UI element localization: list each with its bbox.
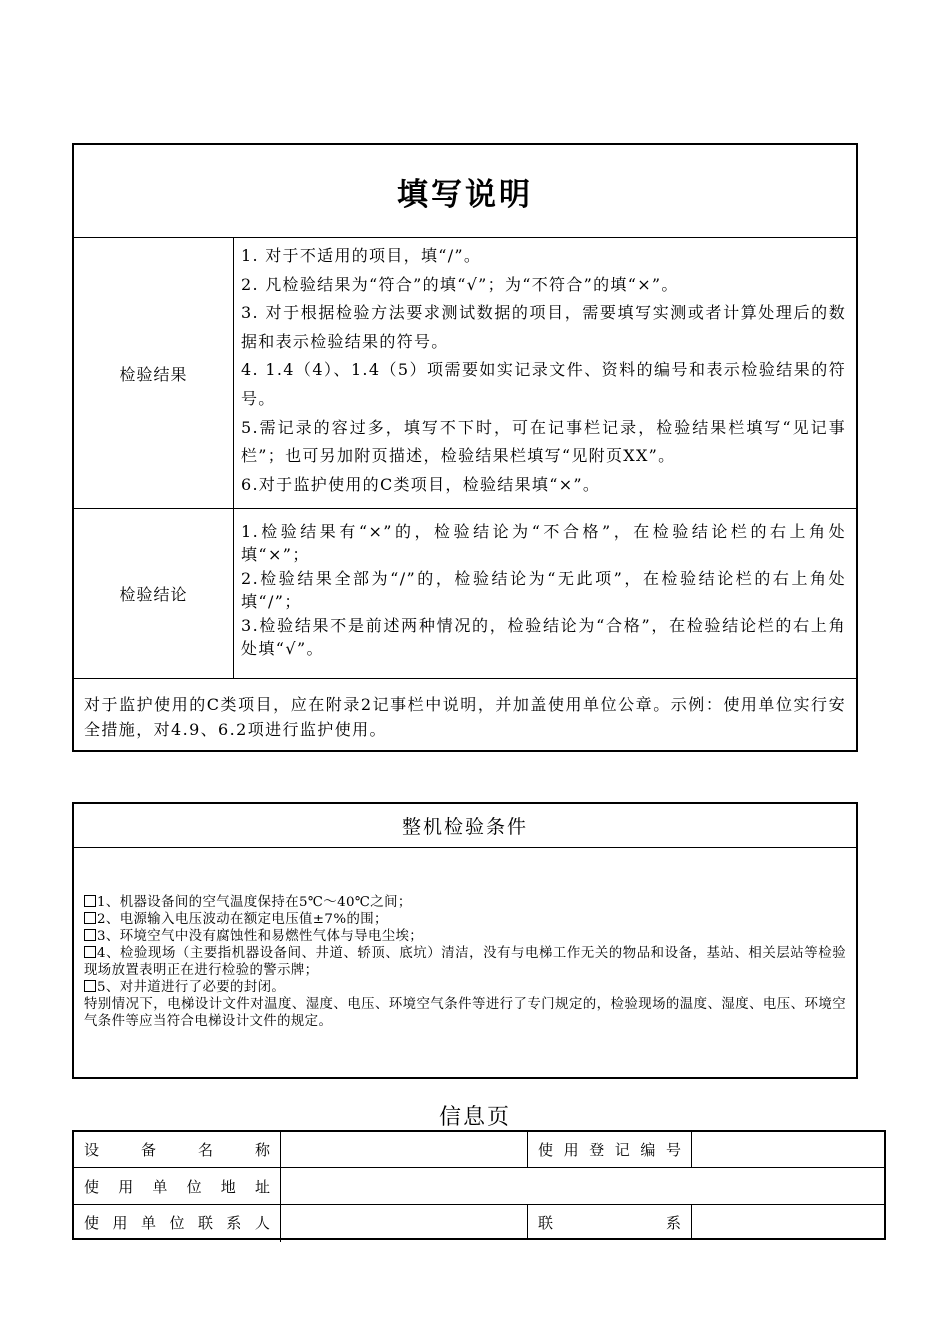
special-conditions: 特别情况下，电梯设计文件对温度、湿度、电压、环境空气条件等进行了专门规定的，检验现场的温度、湿度、电压、环境空气条件等应当符合电梯设计文件的规定。 <box>84 997 846 1029</box>
condition-item <box>84 911 846 928</box>
result-label: 检验结果 <box>74 238 234 508</box>
condition-text: 5、对井道进行了必要的封闭。 <box>97 980 286 995</box>
conditions-body <box>84 894 846 1030</box>
checkbox[interactable] <box>84 946 96 958</box>
registration-number-label: 使 用 登 记 编 号 <box>538 1141 681 1159</box>
conclusion-item: 1.检验结果有“×”的，检验结论为“不合格”，在检验结论栏的右上角处填“×”； <box>241 522 846 565</box>
contact-label: 联 系 <box>538 1214 681 1232</box>
result-item: 6.对于监护使用的C类项目，检验结果填“×”。 <box>241 474 601 494</box>
result-content <box>233 238 856 508</box>
checkbox[interactable] <box>84 895 96 907</box>
registration-number-field[interactable] <box>692 1132 884 1167</box>
conditions-title: 整机检验条件 <box>74 804 856 848</box>
condition-item <box>84 979 846 996</box>
info-table <box>72 1130 886 1240</box>
contact-person-field[interactable] <box>281 1205 527 1240</box>
conclusion-row <box>74 509 856 679</box>
condition-text: 3、环境空气中没有腐蚀性和易燃性气体与导电尘埃； <box>97 929 424 944</box>
conclusion-content <box>233 509 856 678</box>
result-row <box>74 238 856 509</box>
device-name-field[interactable] <box>281 1132 527 1167</box>
condition-item <box>84 945 846 979</box>
condition-item <box>84 894 846 911</box>
condition-item <box>84 928 846 945</box>
info-page-title: 信息页 <box>438 1105 511 1130</box>
checkbox[interactable] <box>84 980 96 992</box>
device-name-label: 设 备 名 称 <box>84 1141 270 1159</box>
conditions-box <box>72 802 858 1079</box>
supervision-note: 对于监护使用的C类项目，应在附录2记事栏中说明，并加盖使用单位公章。示例：使用单位实行安全措施，对4.9、6.2项进行监护使用。 <box>84 695 846 739</box>
condition-text: 2、电源输入电压波动在额定电压值±7%的围； <box>97 912 388 927</box>
condition-text: 1、机器设备间的空气温度保持在5℃～40℃之间； <box>97 895 412 910</box>
conclusion-label: 检验结论 <box>74 509 234 678</box>
checkbox[interactable] <box>84 929 96 941</box>
instructions-box <box>72 143 858 752</box>
instructions-title: 填写说明 <box>74 145 856 238</box>
conclusion-item: 3.检验结果不是前述两种情况的，检验结论为“合格”，在检验结论栏的右上角处填“√”。 <box>241 615 846 659</box>
result-item: 2. 凡检验结果为“符合”的填“√”；为“不符合”的填“×”。 <box>241 274 679 294</box>
result-item: 3. 对于根据检验方法要求测试数据的项目，需要填写实测或者计算处理后的数据和表示检验结果的符号。 <box>241 303 846 351</box>
unit-address-label: 使 用 单 位 地 址 <box>84 1177 270 1196</box>
contact-field[interactable] <box>692 1205 884 1240</box>
result-item: 5.需记录的容过多，填写不下时，可在记事栏记录，检验结果栏填写“见记事栏”；也可另加附页描述，检验结果栏填写“见附页XX”。 <box>241 417 846 466</box>
condition-text: 4、检验现场（主要指机器设备间、井道、轿顶、底坑）清洁，没有与电梯工作无关的物品和设备，基站、相关层站等检验现场放置表明正在进行检验的警示牌； <box>84 946 846 978</box>
unit-address-field[interactable] <box>281 1168 884 1204</box>
checkbox[interactable] <box>84 912 96 924</box>
result-item: 4. 1.4（4）、1.4（5）项需要如实记录文件、资料的编号和表示检验结果的符号。 <box>241 360 846 408</box>
result-item: 1. 对于不适用的项目，填“/”。 <box>241 246 482 265</box>
conclusion-item: 2.检验结果全部为“/”的，检验结论为“无此项”，在检验结论栏的右上角处填“/”； <box>241 568 846 612</box>
contact-person-label: 使 用 单 位 联 系 人 <box>84 1214 270 1232</box>
